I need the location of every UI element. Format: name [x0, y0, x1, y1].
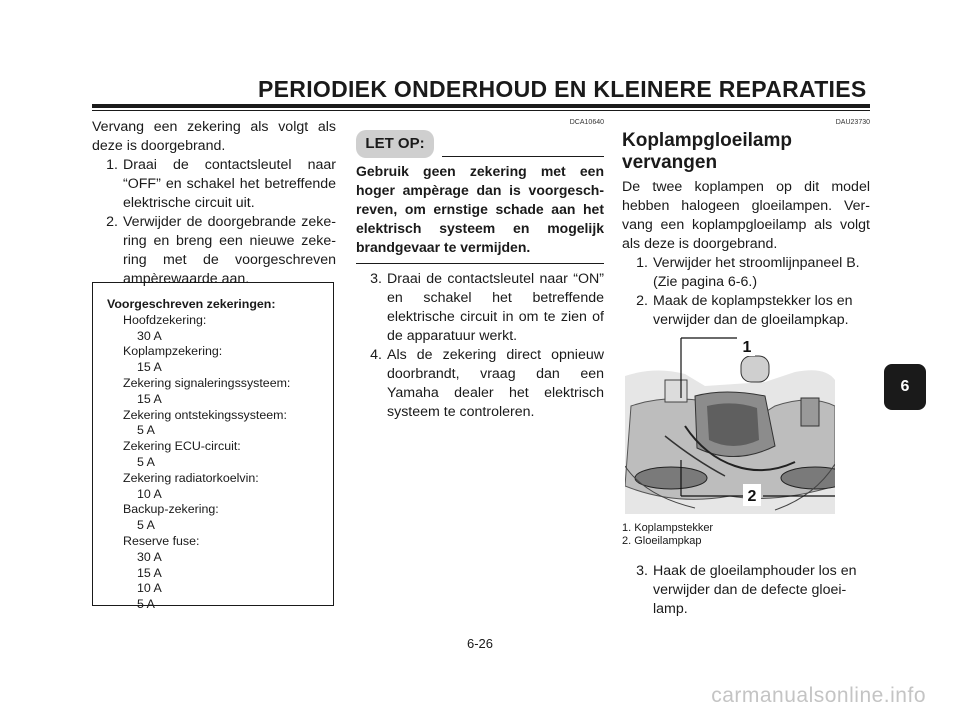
fuse-name: Zekering radiatorkoelvin: [123, 470, 259, 485]
fuse-item [107, 534, 322, 613]
fuse-item [107, 408, 322, 440]
section-title: Koplampgloeilamp vervangen [622, 130, 792, 173]
warning-rule [356, 263, 604, 264]
step-number: 3. [636, 563, 648, 579]
list-item [622, 254, 870, 292]
page-header-title: PERIODIEK ONDERHOUD EN KLEINERE REPARATIES [258, 76, 867, 102]
fuse-item [107, 471, 322, 503]
header-rule [92, 104, 870, 108]
step-number: 2. [636, 293, 648, 309]
fuse-value: 5 A [137, 423, 155, 438]
fuse-value: 10 A [137, 486, 162, 501]
figure-captions [622, 522, 870, 548]
step-text: Maak de koplampstekker los en verwijder dan de gloeilampkap. [653, 293, 853, 328]
notice-rule [442, 156, 604, 157]
step-text: Draai de contactsleutel naar “OFF” en schakel het betreffende elektrische circuit uit. [123, 157, 336, 211]
step-text: Draai de contactsleutel naar “ON” en schakel het betreffende elektrische circuit in om te zien of de apparatuur werkt. [387, 271, 604, 344]
fuse-intro-text: Vervang een zekering als volgt als deze is doorgebrand. [92, 119, 336, 154]
watermark: carmanualsonline.info [711, 684, 926, 707]
fuse-value: 5 A [137, 597, 155, 612]
caption-item: 2. Gloeilampkap [622, 535, 702, 547]
document-code: DAU23730 [835, 119, 870, 126]
step-text: Verwijder de doorgebrande zeke-ring en breng een nieuwe zeke-ring met de voorgeschreven ampèrewaarde aan. [123, 214, 336, 287]
headlight-figure [625, 336, 835, 514]
fuse-value: 5 A [137, 454, 155, 469]
step-number: 3. [370, 271, 382, 287]
fuse-item [107, 313, 322, 345]
fuse-name: Hoofdzekering: [123, 312, 207, 327]
fuse-item [107, 344, 322, 376]
fuse-name: Zekering ontstekingssysteem: [123, 407, 287, 422]
page-number: 6-26 [466, 636, 494, 651]
step-number: 1. [106, 157, 118, 173]
list-item [356, 346, 604, 422]
step-number: 4. [370, 347, 382, 363]
fuse-value: 30 A [137, 549, 162, 564]
list-item [622, 562, 870, 619]
notice-label: LET OP: [356, 130, 434, 158]
fuse-name: Zekering ECU-circuit: [123, 439, 241, 454]
figure-label-2: 2 [747, 488, 757, 505]
document-code: DCA10640 [569, 119, 604, 126]
step-text: Haak de gloeilamphouder los en verwijder dan de defecte gloei-lamp. [653, 563, 857, 617]
list-item [92, 156, 336, 213]
list-item [92, 213, 336, 289]
fuse-name: Zekering signaleringssysteem: [123, 375, 291, 390]
chapter-tab: 6 [884, 364, 926, 410]
caption-item: 1. Koplampstekker [622, 522, 714, 534]
fuse-spec-box [92, 282, 334, 612]
fuse-item [107, 439, 322, 471]
list-item [356, 270, 604, 346]
step-number: 1. [636, 255, 648, 271]
fuse-value: 15 A [137, 391, 162, 406]
fuse-name: Backup-zekering: [123, 502, 219, 517]
fuse-item [107, 502, 322, 534]
notice-header [356, 130, 604, 160]
fuse-value: 15 A [137, 360, 162, 375]
fuse-value: 15 A [137, 565, 162, 580]
headlight-illustration [625, 336, 835, 514]
list-item [622, 292, 870, 330]
column-2 [356, 118, 604, 422]
fuse-value: 10 A [137, 581, 162, 596]
step-text: Als de zekering direct opnieuw doorbrandt, vraag dan een Yamaha dealer het elektrisch systeem te controleren. [387, 347, 604, 420]
warning-text: Gebruik geen zekering met een hoger ampèrage dan is voorgesch-reven, om ernstige schade aan het elektrisch systeem en mogelijk brandgevaar te vermijden. [356, 163, 604, 255]
fuse-value: 30 A [137, 328, 162, 343]
column-3 [622, 118, 870, 619]
column-1 [92, 118, 336, 289]
section-intro: De twee koplampen op dit model hebben halogeen gloeilampen. Ver-vang een koplampgloeilamp als volgt als deze is doorgebrand. [622, 179, 870, 252]
step-number: 2. [106, 214, 118, 230]
figure-label-1: 1 [742, 339, 752, 356]
fuse-name: Koplampzekering: [123, 344, 223, 359]
fuse-item [107, 376, 322, 408]
header-rule-thin [92, 110, 870, 111]
fuse-name: Reserve fuse: [123, 533, 200, 548]
fuse-value: 5 A [137, 518, 155, 533]
fuse-spec-title: Voorgeschreven zekeringen: [107, 297, 276, 311]
step-text: Verwijder het stroomlijnpaneel B. (Zie pagina 6-6.) [653, 255, 860, 290]
